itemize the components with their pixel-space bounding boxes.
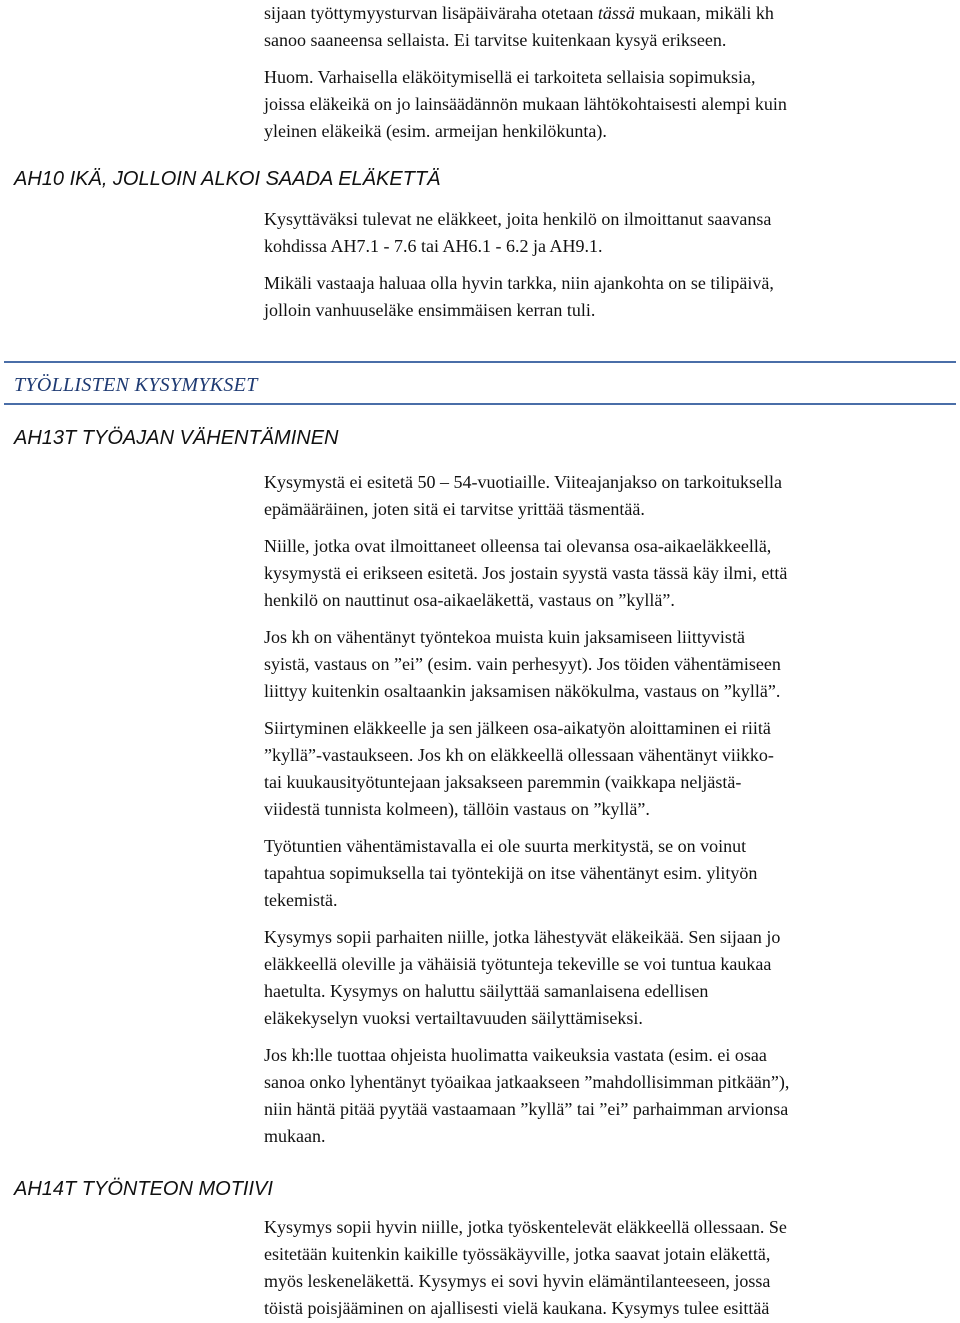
ah14t-block xyxy=(264,1214,948,1322)
heading-ah13t: AH13T TYÖAJAN VÄHENTÄMINEN xyxy=(14,427,339,449)
intro-paragraph-2: Huom. Varhaisella eläköitymisellä ei tarkoiteta sellaisia sopimuksia, joissa eläkeikä on jo lainsäädännön mukaan lähtökohtaisesti alempi kuin yleinen eläkeikä (esim. armeijan henkilökunta). xyxy=(264,67,787,141)
section-title: TYÖLLISTEN KYSYMYKSET xyxy=(14,374,258,396)
ah13t-paragraph-2: Niille, jotka ovat ilmoittaneet olleensa tai olevansa osa-aikaeläkkeellä, kysymystä ei erikseen esitetä. Jos jostain syystä vasta tässä käy ilmi, että henkilö on nauttinut osa-aikaeläkettä, vastaus on ”kyllä”. xyxy=(264,536,788,610)
heading-ah10: AH10 IKÄ, JOLLOIN ALKOI SAADA ELÄKETTÄ xyxy=(14,168,441,190)
ah13t-block xyxy=(264,469,948,1150)
intro-paragraph-1: sijaan työttymyysturvan lisäpäiväraha otetaan tässä mukaan, mikäli kh sanoo saaneensa sellaista. Ei tarvitse kuitenkaan kysyä erikseen. xyxy=(264,3,774,50)
ah14t-paragraph-1: Kysymys sopii hyvin niille, jotka työskentelevät eläkkeellä ollessaan. Se esitetään kuitenkin kaikille työssäkäyville, jotka saavat jotain eläkettä, myös leskeneläkettä. Kysymys ei sovi hyvin elämäntilanteeseen, jossa töistä poisjääminen on ajallisesti vielä kaukana. Kysymys tulee esittää xyxy=(264,1217,787,1318)
ah10-paragraph-1: Kysyttäväksi tulevat ne eläkkeet, joita henkilö on ilmoittanut saavansa kohdissa AH7.1 - 7.6 tai AH6.1 - 6.2 ja AH9.1. xyxy=(264,209,772,256)
ah13t-paragraph-3: Jos kh on vähentänyt työntekoa muista kuin jaksamiseen liittyvistä syistä, vastaus on ”ei” (esim. vain perhesyyt). Jos töiden vähentämiseen liittyy kuitenkin osaltaankin jaksamisen näkökulma, vastaus on ”kyllä”. xyxy=(264,627,781,701)
ah13t-paragraph-7: Jos kh:lle tuottaa ohjeista huolimatta vaikeuksia vastata (esim. ei osaa sanoa onko lyhentänyt työaikaa jatkaakseen ”mahdollisimman pitkään”), niin häntä pitää pyytää vastaamaan ”kyllä” tai ”ei” parhaimman arvionsa mukaan. xyxy=(264,1045,790,1146)
ah13t-paragraph-5: Työtuntien vähentämistavalla ei ole suurta merkitystä, se on voinut tapahtua sopimuksella tai työntekijä on itse vähentänyt esim. ylityön tekemistä. xyxy=(264,836,758,910)
ah13t-paragraph-4: Siirtyminen eläkkeelle ja sen jälkeen osa-aikatyön aloittaminen ei riitä ”kyllä”-vastaukseen. Jos kh on eläkkeellä ollessaan vähentänyt viikko- tai kuukausityötuntejaan jaksakseen paremmin (vaikkapa neljästä- viidestä tunnista kolmeen), tällöin vastaus on ”kyllä”. xyxy=(264,718,774,819)
ah10-block xyxy=(264,206,948,324)
ah13t-paragraph-1: Kysymystä ei esitetä 50 – 54-vuotiaille. Viiteajanjakso on tarkoituksella epämääräinen, joten sitä ei tarvitse yrittää täsmentää. xyxy=(264,472,782,519)
section-rule-top xyxy=(4,361,956,363)
heading-ah14t: AH14T TYÖNTEON MOTIIVI xyxy=(14,1178,273,1200)
ah10-paragraph-2: Mikäli vastaaja haluaa olla hyvin tarkka, niin ajankohta on se tilipäivä, jolloin vanhuuseläke ensimmäisen kerran tuli. xyxy=(264,273,774,320)
ah13t-paragraph-6: Kysymys sopii parhaiten niille, jotka lähestyvät eläkeikää. Sen sijaan jo eläkkeellä oleville ja vähäisiä työtunteja tekeville se voi tuntua kaukaa haetulta. Kysymys on haluttu säilyttää samanlaisena edellisen eläkekyselyn vuoksi vertailtavuuden säilyttämiseksi. xyxy=(264,927,781,1028)
intro-block xyxy=(264,0,948,145)
section-rule-bottom xyxy=(4,403,956,405)
emphasis-tassa: tässä xyxy=(597,3,635,23)
